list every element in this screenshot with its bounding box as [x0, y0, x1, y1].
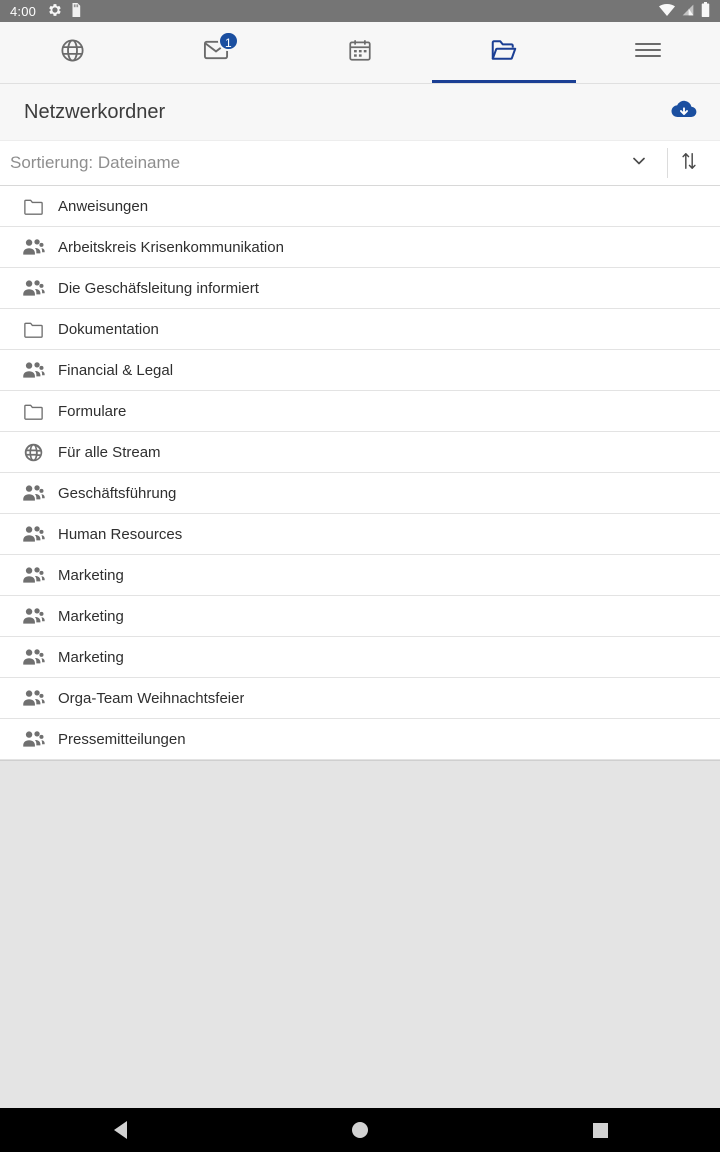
- group-icon: [14, 606, 52, 626]
- group-icon: [14, 278, 52, 298]
- page-title: Netzwerkordner: [24, 100, 166, 123]
- recents-button[interactable]: [560, 1108, 640, 1152]
- top-tab-bar: [0, 22, 720, 84]
- calendar-icon: [347, 37, 373, 68]
- list-item[interactable]: [0, 227, 720, 268]
- sort-label[interactable]: Sortierung: Dateiname: [10, 153, 181, 172]
- group-icon: [14, 729, 52, 749]
- back-triangle-icon: [114, 1121, 127, 1139]
- sort-divider: [667, 148, 668, 178]
- cloud-download-button[interactable]: [666, 94, 702, 130]
- active-tab-underline: [432, 80, 576, 83]
- list-item-label: Für alle Stream: [58, 443, 161, 461]
- list-item[interactable]: [0, 719, 720, 760]
- list-item[interactable]: [0, 678, 720, 719]
- signal-icon: [681, 4, 695, 19]
- list-item[interactable]: [0, 432, 720, 473]
- list-item[interactable]: [0, 309, 720, 350]
- open-folder-icon: [489, 35, 519, 70]
- status-bar: [0, 0, 720, 22]
- globe-icon: [14, 442, 52, 463]
- list-item[interactable]: [0, 555, 720, 596]
- chevron-down-icon: [629, 151, 649, 176]
- list-item[interactable]: [0, 268, 720, 309]
- list-item-label: Formulare: [58, 402, 127, 420]
- list-item-label: Dokumentation: [58, 320, 159, 338]
- sort-dropdown-button[interactable]: [619, 151, 659, 176]
- list-item-label: Marketing: [58, 607, 124, 625]
- cloud-download-icon: [670, 96, 698, 129]
- list-item-label: Geschäftsführung: [58, 484, 177, 502]
- folder-list: [0, 186, 720, 761]
- group-icon: [14, 524, 52, 544]
- group-icon: [14, 688, 52, 708]
- status-right-icons: [659, 2, 710, 20]
- list-item[interactable]: [0, 350, 720, 391]
- list-item[interactable]: [0, 637, 720, 678]
- list-item[interactable]: [0, 186, 720, 227]
- list-item-label: Die Geschäfsleitung informiert: [58, 279, 259, 297]
- group-icon: [14, 237, 52, 257]
- mail-badge: 1: [218, 31, 239, 51]
- tab-files[interactable]: [432, 22, 576, 83]
- folder-icon: [14, 195, 52, 218]
- gear-icon: [48, 3, 62, 20]
- hamburger-menu-icon: [634, 39, 662, 66]
- group-icon: [14, 360, 52, 380]
- wifi-icon: [659, 4, 675, 19]
- list-item-label: Orga-Team Weihnachtsfeier: [58, 689, 245, 707]
- list-item[interactable]: [0, 514, 720, 555]
- recents-square-icon: [593, 1123, 608, 1138]
- group-icon: [14, 565, 52, 585]
- sort-order-button[interactable]: [672, 151, 706, 176]
- list-item-label: Marketing: [58, 566, 124, 584]
- tab-menu[interactable]: [576, 22, 720, 83]
- back-button[interactable]: [80, 1108, 160, 1152]
- list-item-label: Arbeitskreis Krisenkommunikation: [58, 238, 284, 256]
- list-item-label: Anweisungen: [58, 197, 149, 215]
- system-navigation-bar: [0, 1108, 720, 1152]
- status-left-icons: [48, 3, 82, 20]
- list-item-label: Human Resources: [58, 525, 183, 543]
- group-icon: [14, 647, 52, 667]
- group-icon: [14, 483, 52, 503]
- page-header: [0, 84, 720, 140]
- tab-mail[interactable]: [144, 22, 288, 83]
- sort-order-icon: [680, 151, 698, 176]
- list-item[interactable]: [0, 391, 720, 432]
- battery-icon: [701, 2, 710, 20]
- list-item-label: Pressemitteilungen: [58, 730, 186, 748]
- sort-bar[interactable]: [0, 140, 720, 186]
- list-end-divider: [0, 760, 720, 761]
- globe-icon: [59, 37, 86, 69]
- tab-calendar[interactable]: [288, 22, 432, 83]
- tab-globe[interactable]: [0, 22, 144, 83]
- folder-list-container[interactable]: [0, 186, 720, 1108]
- list-item-label: Financial & Legal: [58, 361, 174, 379]
- list-item[interactable]: [0, 596, 720, 637]
- home-circle-icon: [352, 1122, 368, 1138]
- list-item[interactable]: [0, 473, 720, 514]
- home-button[interactable]: [320, 1108, 400, 1152]
- list-item-label: Marketing: [58, 648, 124, 666]
- status-clock: 4:00: [10, 3, 37, 19]
- folder-icon: [14, 318, 52, 341]
- folder-icon: [14, 400, 52, 423]
- sd-card-icon: [70, 3, 82, 20]
